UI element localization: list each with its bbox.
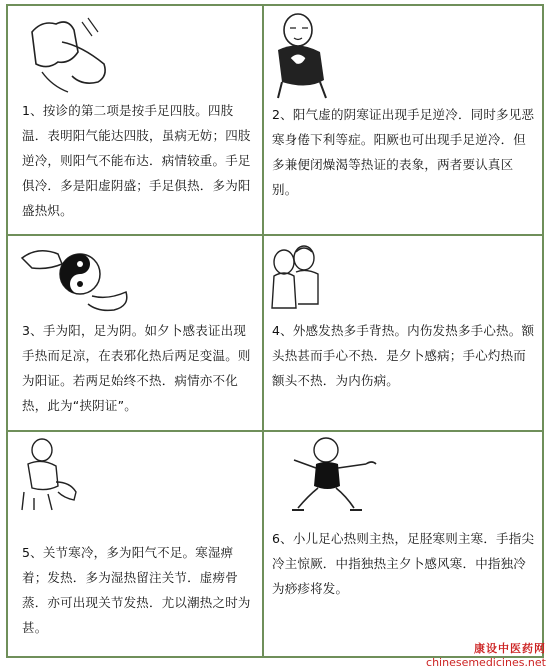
cell-6-text: 6、小儿足心热则主热，足胫寒则主寒．手指尖冷主惊厥．中指独热主夕卜感风寒．中指独冷为痧疹将发。 [272, 531, 535, 596]
man-rubbing-knee-icon [18, 436, 80, 512]
cell-2 [264, 6, 542, 234]
watermark-cn: 康设中医药网 [474, 642, 546, 655]
cell-3 [8, 236, 262, 430]
cell-2-text: 2、阳气虚的阴寒证出现手足逆冷．同时多见恶寒身倦下利等症。阳厥也可出现手足逆冷．但多兼便闭燥渴等热证的表象，两者要认真区别。 [272, 107, 535, 197]
yin-yang-hand-foot-icon [18, 240, 134, 314]
cell-1 [8, 6, 262, 234]
cell-3-text: 3、手为阳，足为阴。如夕卜感表证出现手热而足凉，在表邪化热后两足变温。则为阳证。若两足始终不热．病情亦不化热，此为“挟阴证”。 [22, 323, 251, 413]
cell-6 [264, 432, 542, 656]
two-men-forehead-icon [268, 242, 324, 314]
watermark [426, 640, 546, 669]
cell-5 [8, 432, 262, 656]
cold-seated-man-icon [268, 10, 338, 100]
cell-4 [264, 236, 542, 430]
cell-1-text: 1、按诊的第二项是按手足四肢。四肢温．表明阳气能达四肢，虽病无妨；四肢逆冷，则阳气不能布达．病情较重。手足俱冷．多是阳虚阴盛；手足俱热．多为阳盛热炽。 [22, 103, 251, 218]
watermark-en: chinesemedicines.net [426, 656, 546, 669]
cell-4-text: 4、外感发热多手背热。内伤发热多手心热。额头热甚而手心不热．是夕卜感病；手心灼热而额头不热．为内伤病。 [272, 323, 535, 388]
child-dancing-icon [280, 434, 380, 516]
content-grid [6, 4, 544, 658]
cell-5-text: 5、关节寒冷，多为阳气不足。寒湿痹着；发热．多为湿热留注关节．虚痨骨蒸．亦可出现关节发热．尤以潮热之时为甚。 [22, 545, 251, 635]
hand-pressing-foot-icon [22, 12, 114, 96]
